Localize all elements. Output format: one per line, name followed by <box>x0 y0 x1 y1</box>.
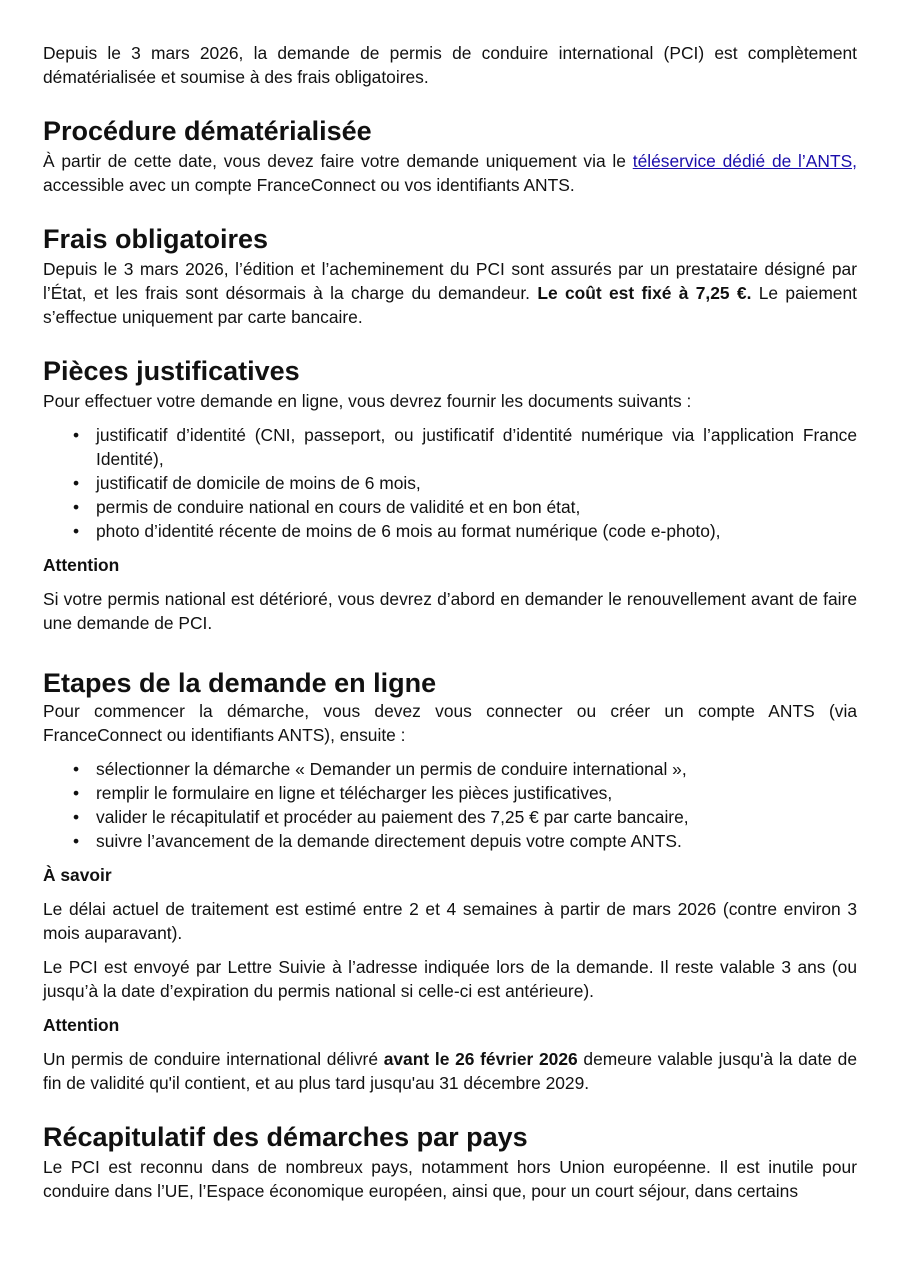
list-item <box>43 495 857 519</box>
bullet-icon: • <box>73 831 80 851</box>
intro-paragraph: Depuis le 3 mars 2026, la demande de permis de conduire international (PCI) est complètement dématérialisée et soumise à des frais obligatoires. <box>43 43 857 87</box>
document-page <box>43 41 857 1203</box>
bullet-icon: • <box>73 807 80 827</box>
section-title-frais: Frais obligatoires <box>43 224 269 254</box>
bullet-icon: • <box>73 497 80 517</box>
savoir-paragraph-2: Le PCI est envoyé par Lettre Suivie à l’adresse indiquée lors de la demande. Il reste valable 3 ans (ou jusqu’à la date d’expiration du permis national si celle-ci est antérieure). <box>43 957 857 1001</box>
bullet-icon: • <box>73 783 80 803</box>
list-item <box>43 519 857 543</box>
list-item <box>43 805 857 829</box>
list-item <box>43 829 857 853</box>
section-title-etapes: Etapes de la demande en ligne <box>43 668 437 698</box>
etapes-attention-paragraph <box>43 1047 857 1095</box>
bullet-icon: • <box>73 425 80 445</box>
procedure-text-before: À partir de cette date, vous devez faire votre demande uniquement via le <box>43 151 633 171</box>
attention-text-after: demeure valable jusqu'à la date de fin de validité qu'il contient, et au plus tard jusqu'au 31 décembre 2029. <box>43 1049 858 1093</box>
bullet-icon: • <box>73 759 80 779</box>
pieces-note-text: Si votre permis national est détérioré, vous devrez d’abord en demander le renouvellement avant de faire une demande de PCI. <box>43 589 857 633</box>
frais-cost-bold: Le coût est fixé à 7,25 €. <box>537 283 752 303</box>
list-item-text: remplir le formulaire en ligne et télécharger les pièces justificatives, <box>96 783 613 803</box>
ants-teleservice-link[interactable]: téléservice dédié de l’ANTS, <box>632 151 857 171</box>
section-title-procedure: Procédure dématérialisée <box>43 116 372 146</box>
list-item-text: suivre l’avancement de la demande directement depuis votre compte ANTS. <box>96 831 682 851</box>
section-title-recap: Récapitulatif des démarches par pays <box>43 1122 528 1152</box>
list-item <box>43 471 857 495</box>
pieces-list <box>43 423 857 543</box>
section-title-pieces: Pièces justificatives <box>43 356 300 386</box>
frais-text-after: Le paiement s’effectue uniquement par carte bancaire. <box>43 283 857 327</box>
attention-date-bold: avant le 26 février 2026 <box>383 1049 578 1069</box>
list-item-text: justificatif de domicile de moins de 6 mois, <box>96 473 421 493</box>
list-item-text: permis de conduire national en cours de validité et en bon état, <box>96 497 581 517</box>
list-item <box>43 781 857 805</box>
recap-paragraph: Le PCI est reconnu dans de nombreux pays, notamment hors Union européenne. Il est inutile pour conduire dans l’UE, l’Espace économique européen, ainsi que, pour un court séjour, dans certains <box>43 1157 857 1201</box>
savoir-paragraph-1: Le délai actuel de traitement est estimé entre 2 et 4 semaines à partir de mars 2026 (contre environ 3 mois auparavant). <box>43 899 857 943</box>
frais-paragraph <box>43 257 857 329</box>
list-item <box>43 423 857 471</box>
list-item-text: valider le récapitulatif et procéder au paiement des 7,25 € par carte bancaire, <box>96 807 689 827</box>
list-item-text: photo d’identité récente de moins de 6 mois au format numérique (code e-photo), <box>96 521 721 541</box>
etapes-attention-title: Attention <box>43 1015 120 1035</box>
bullet-icon: • <box>73 473 80 493</box>
pieces-intro: Pour effectuer votre demande en ligne, vous devrez fournir les documents suivants : <box>43 391 692 411</box>
frais-text-before: Depuis le 3 mars 2026, l’édition et l’acheminement du PCI sont assurés par un prestataire désigné par l’État, et les frais sont désormais à la charge du demandeur. <box>43 259 857 303</box>
list-item <box>43 757 857 781</box>
bullet-icon: • <box>73 521 80 541</box>
list-item-text: justificatif d’identité (CNI, passeport, ou justificatif d’identité numérique via l’application France Identité), <box>96 425 857 469</box>
pieces-note-title: Attention <box>43 555 120 575</box>
etapes-intro: Pour commencer la démarche, vous devez vous connecter ou créer un compte ANTS (via FranceConnect ou identifiants ANTS), ensuite : <box>43 701 857 745</box>
savoir-title: À savoir <box>43 865 112 885</box>
attention-text-before: Un permis de conduire international délivré <box>43 1049 384 1069</box>
list-item-text: sélectionner la démarche « Demander un permis de conduire international », <box>96 759 687 779</box>
procedure-text-after: accessible avec un compte FranceConnect ou vos identifiants ANTS. <box>43 175 575 195</box>
procedure-paragraph <box>43 149 857 197</box>
etapes-list <box>43 757 857 853</box>
